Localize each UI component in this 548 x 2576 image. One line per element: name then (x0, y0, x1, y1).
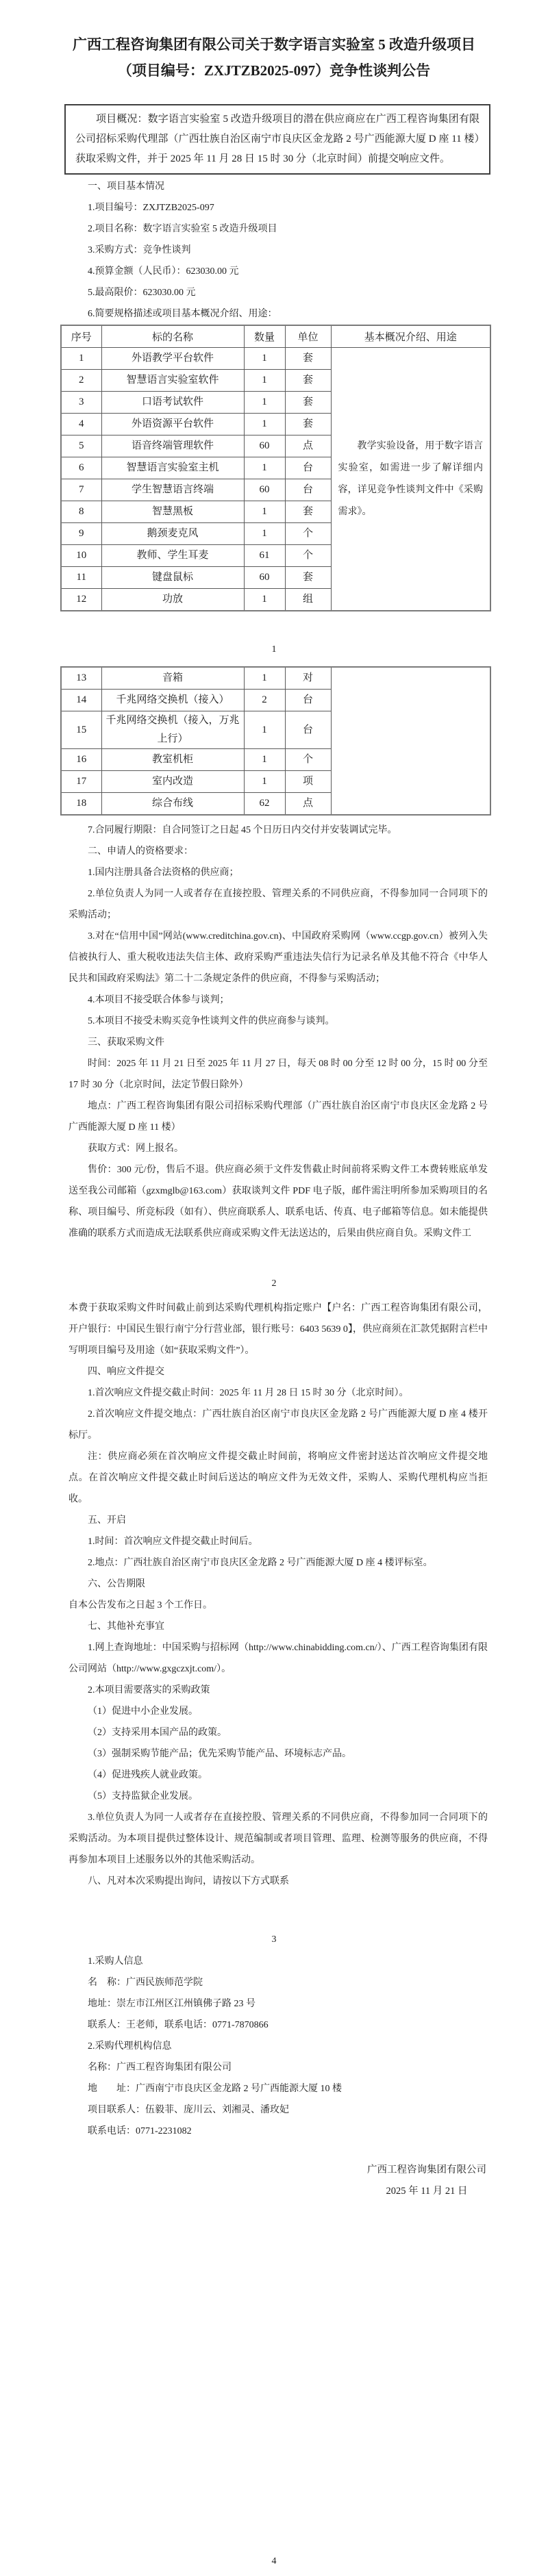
table-cell: 60 (244, 435, 285, 457)
table-cell: 13 (61, 667, 101, 690)
table-cell: 10 (61, 545, 101, 567)
table-cell: 1 (244, 414, 285, 435)
paragraph: 2.项目名称：数字语言实验室 5 改造升级项目 (88, 224, 277, 234)
paragraph: 1.网上查询地址：中国采购与招标网（http://www.chinabidding.com.cn/）、广西工程咨询集团有限公司网站（http://www.gxgczxjt.com/）。 (68, 1643, 488, 1674)
table-cell: 1 (244, 348, 285, 370)
table-cell: 千兆网络交换机（接入，万兆上行） (101, 711, 244, 749)
table-cell: 台 (285, 690, 331, 711)
project-overview-box (64, 104, 490, 175)
table-cell: 点 (285, 793, 331, 816)
paragraph: 联系电话：0771-2231082 (88, 2126, 192, 2136)
table-cell: 套 (285, 501, 331, 523)
table-cell: 千兆网络交换机（接入） (101, 690, 244, 711)
table-cell: 点 (285, 435, 331, 457)
table-cell: 1 (244, 370, 285, 392)
paragraph: 5.最高限价：623030.00 元 (88, 288, 196, 298)
paragraph: （5）支持监狱企业发展。 (88, 1791, 198, 1802)
issuer-name: 广西工程咨询集团有限公司 (367, 2164, 486, 2175)
table-cell: 60 (244, 479, 285, 501)
table-cell: 17 (61, 771, 101, 793)
table-cell: 台 (285, 711, 331, 749)
table-cell: 功放 (101, 589, 244, 611)
paragraph: 联系人：王老师，联系电话：0771-7870866 (88, 2020, 269, 2030)
paragraph: 1.项目编号：ZXJTZB2025-097 (88, 203, 214, 213)
table-cell: 5 (61, 435, 101, 457)
table-cell: 套 (285, 567, 331, 589)
table-header-cell: 序号 (61, 325, 101, 348)
paragraph: 二、申请人的资格要求： (88, 846, 193, 857)
table-cell: 套 (285, 414, 331, 435)
table-cell: 7 (61, 479, 101, 501)
title-line-2: （项目编号：ZXJTZB2025-097）竞争性谈判公告 (117, 62, 431, 79)
paragraph: 1.国内注册具备合法资格的供应商； (88, 868, 239, 878)
paragraph: 2.本项目需要落实的采购政策 (88, 1685, 210, 1695)
table-cell: 组 (285, 589, 331, 611)
table-cell: 1 (244, 589, 285, 611)
paragraph: （2）支持采用本国产品的政策。 (88, 1728, 227, 1738)
paragraph: 名称：广西工程咨询集团有限公司 (88, 2062, 232, 2073)
table-cell: 2 (61, 370, 101, 392)
signature-block (0, 2160, 486, 2202)
table-header-row (61, 325, 490, 348)
table-cell: 外语资源平台软件 (101, 414, 244, 435)
paragraph: 注：供应商必须在首次响应文件提交截止时间前，将响应文件密封送达首次响应文件提交地点。在首次响应文件提交截止时间后送达的响应文件为无效文件，采购人、采购代理机构应当拒收。 (68, 1452, 488, 1504)
table-cell: 对 (285, 667, 331, 690)
paragraph: 地点：广西工程咨询集团有限公司招标采购代理部（广西壮族自治区南宁市良庆区金龙路 2 号广西能源大厦 D 座 11 楼） (68, 1101, 488, 1133)
paragraph: （3）强制采购节能产品；优先采购节能产品、环境标志产品。 (88, 1749, 351, 1759)
paragraph: 售价：300 元/份，售后不退。供应商必须于文件发售截止时间前将采购文件工本费转账底单发送至我公司邮箱（gzxmglb@163.com）获取谈判文件 PDF 电子版，邮件需注明所参加采购项目的名称、项目编号、所竞标段（如有）、供应商联系人、联系电话、传真、电子邮箱等信息。如未能提供准确的联系方式而造成无法联系供应商或采购文件无法送达的，后果由供应商自负。采购文件工 (68, 1165, 488, 1239)
table-row (61, 348, 490, 370)
table-cell: 套 (285, 370, 331, 392)
table-cell: 18 (61, 793, 101, 816)
paragraph: 获取方式：网上报名。 (88, 1144, 184, 1154)
table-cell: 2 (244, 690, 285, 711)
table-cell: 1 (244, 667, 285, 690)
table-cell: 1 (61, 348, 101, 370)
table-cell: 综合布线 (101, 793, 244, 816)
table-cell: 外语教学平台软件 (101, 348, 244, 370)
table-cell: 9 (61, 523, 101, 545)
paragraph: 2.首次响应文件提交地点：广西壮族自治区南宁市良庆区金龙路 2 号广西能源大厦 D 座 4 楼开标厅。 (68, 1409, 488, 1441)
paragraph: 4.预算金额（人民币）：623030.00 元 (88, 266, 239, 277)
table-cell: 台 (285, 457, 331, 479)
table-header-cell: 标的名称 (101, 325, 244, 348)
page-number: 4 (271, 2556, 277, 2566)
table-empty-cell (331, 667, 490, 815)
paragraph: 地 址：广西南宁市良庆区金龙路 2 号广西能源大厦 10 楼 (88, 2084, 342, 2094)
table-cell: 教师、学生耳麦 (101, 545, 244, 567)
basic-info-section (68, 176, 488, 325)
table-cell: 室内改造 (101, 771, 244, 793)
table-header (61, 325, 490, 348)
table-cell: 60 (244, 567, 285, 589)
paragraph: 一、项目基本情况 (88, 181, 164, 192)
table-cell: 3 (61, 392, 101, 414)
paragraph: 五、开启 (88, 1515, 126, 1526)
paragraph: 1.采购人信息 (88, 1956, 143, 1967)
title-line-1: 广西工程咨询集团有限公司关于数字语言实验室 5 改造升级项目 (73, 36, 475, 53)
paragraph: 7.合同履行期限：自合同签订之日起 45 个日历日内交付并安装调试完毕。 (88, 825, 397, 835)
table-cell: 音箱 (101, 667, 244, 690)
paragraph: 八、凡对本次采购提出询问，请按以下方式联系 (88, 1876, 289, 1886)
paragraph: 2.单位负责人为同一人或者存在直接控股、管理关系的不同供应商，不得参加同一合同项下的采购活动； (68, 889, 488, 920)
table-cell: 11 (61, 567, 101, 589)
paragraph: 6.简要规格描述或项目基本概况介绍、用途： (88, 309, 277, 319)
table-cell: 学生智慧语言终端 (101, 479, 244, 501)
table-cell: 12 (61, 589, 101, 611)
paragraph: 四、响应文件提交 (88, 1367, 164, 1377)
paragraph: 自本公告发布之日起 3 个工作日。 (68, 1600, 212, 1611)
table-cell: 鹅颈麦克风 (101, 523, 244, 545)
table-cell: 1 (244, 501, 285, 523)
paragraph: 1.首次响应文件提交截止时间：2025 年 11 月 28 日 15 时 30 分（北京时间）。 (88, 1388, 409, 1398)
table-cell: 台 (285, 479, 331, 501)
table-cell: 6 (61, 457, 101, 479)
table-cell: 1 (244, 749, 285, 771)
table-cell: 62 (244, 793, 285, 816)
items-table-page2 (60, 666, 491, 816)
table-cell: 个 (285, 523, 331, 545)
issue-date: 2025 年 11 月 21 日 (386, 2186, 468, 2197)
table-cell: 1 (244, 523, 285, 545)
table-cell: 15 (61, 711, 101, 749)
paragraph: 项目联系人：伍毅菲、庞川云、刘湘灵、潘玫妃 (88, 2105, 289, 2115)
paragraph: 3.对在“信用中国”网站(www.creditchina.gov.cn)、中国政府采购网（www.ccgp.gov.cn）被列入失信被执行人、重大税收违法失信主体、政府采购严重违法失信行为记录名单及其他不符合《中华人民共和国政府采购法》第二十二条规定条件的供应商，不得参与采购活动； (68, 931, 488, 984)
table-cell: 个 (285, 749, 331, 771)
table-cell: 语音终端管理软件 (101, 435, 244, 457)
paragraph: 3.单位负责人为同一人或者存在直接控股、管理关系的不同供应商，不得参加同一合同项下的采购活动。为本项目提供过整体设计、规范编制或者项目管理、监理、检测等服务的供应商，不得再参加本项目上述服务以外的其他采购活动。 (68, 1813, 488, 1865)
paragraph: （4）促进残疾人就业政策。 (88, 1770, 208, 1780)
paragraph: 七、其他补充事宜 (88, 1621, 164, 1632)
paragraph: 1.时间：首次响应文件提交截止时间后。 (88, 1537, 258, 1547)
table-cell: 8 (61, 501, 101, 523)
items-table-page1 (60, 325, 491, 611)
paragraph: 2.采购代理机构信息 (88, 2041, 172, 2051)
section-contact-info (68, 1951, 488, 2142)
page-number: 3 (271, 1934, 277, 1945)
table-cell: 4 (61, 414, 101, 435)
table-cell: 项 (285, 771, 331, 793)
paragraph: 时间：2025 年 11 月 21 日至 2025 年 11 月 27 日，每天 08 时 00 分至 12 时 00 分，15 时 00 分至 17 时 30 分（北京时间，法定节假日除外） (68, 1059, 488, 1090)
table-cell: 个 (285, 545, 331, 567)
table-row (61, 667, 490, 690)
table-cell: 套 (285, 348, 331, 370)
paragraph: 3.采购方式：竞争性谈判 (88, 245, 191, 255)
table-header-cell: 单位 (285, 325, 331, 348)
paragraph: 4.本项目不接受联合体参与谈判； (88, 995, 229, 1005)
table-cell: 16 (61, 749, 101, 771)
table-cell: 1 (244, 457, 285, 479)
table-cell: 61 (244, 545, 285, 567)
paragraph: 本费于获取采购文件时间截止前到达采购代理机构指定账户【户名：广西工程咨询集团有限公司，开户银行：中国民生银行南宁分行营业部，银行账号：6403 5639 0】，供应商须在汇款凭据附言栏中写明项目编号及用途（如“获取采购文件”）。 (68, 1303, 488, 1356)
paragraph: 六、公告期限 (88, 1579, 145, 1589)
table-note-cell: 教学实验设备，用于数字语言实验室，如需进一步了解详细内容，详见竞争性谈判文件中《采购需求》。 (331, 348, 490, 611)
paragraph: 5.本项目不接受未购买竞争性谈判文件的供应商参与谈判。 (88, 1016, 335, 1026)
table-header-cell: 数量 (244, 325, 285, 348)
paragraph: （1）促进中小企业发展。 (88, 1706, 198, 1717)
table-cell: 键盘鼠标 (101, 567, 244, 589)
section-requirements-and-documents (68, 820, 488, 1244)
page-number: 1 (271, 644, 277, 655)
table-cell: 智慧语言实验室软件 (101, 370, 244, 392)
table-cell: 套 (285, 392, 331, 414)
table-cell: 14 (61, 690, 101, 711)
page-number: 2 (271, 1278, 277, 1289)
table-cell: 口语考试软件 (101, 392, 244, 414)
table-cell: 1 (244, 771, 285, 793)
table-header-cell: 基本概况介绍、用途 (331, 325, 490, 348)
paragraph: 名 称：广西民族师范学院 (88, 1978, 203, 1988)
table-cell: 智慧黑板 (101, 501, 244, 523)
table-cell: 智慧语言实验室主机 (101, 457, 244, 479)
table-cell: 1 (244, 711, 285, 749)
section-submission-opening-other (68, 1298, 488, 1892)
paragraph: 2.地点：广西壮族自治区南宁市良庆区金龙路 2 号广西能源大厦 D 座 4 楼评标室。 (88, 1558, 433, 1568)
page-title (0, 0, 548, 84)
table-cell: 教室机柜 (101, 749, 244, 771)
project-overview-text: 项目概况：数字语言实验室 5 改造升级项目的潜在供应商应在广西工程咨询集团有限公司招标采购代理部（广西壮族自治区南宁市良庆区金龙路 2 号广西能源大厦 D 座 11 楼）获取采购文件，并于 2025 年 11 月 28 日 15 时 30 分（北京时间）前提交响应文件。 (75, 114, 480, 164)
table-cell: 1 (244, 392, 285, 414)
paragraph: 地址：崇左市江州区江州镇佛子路 23 号 (88, 1999, 256, 2009)
paragraph: 三、获取采购文件 (88, 1037, 164, 1048)
